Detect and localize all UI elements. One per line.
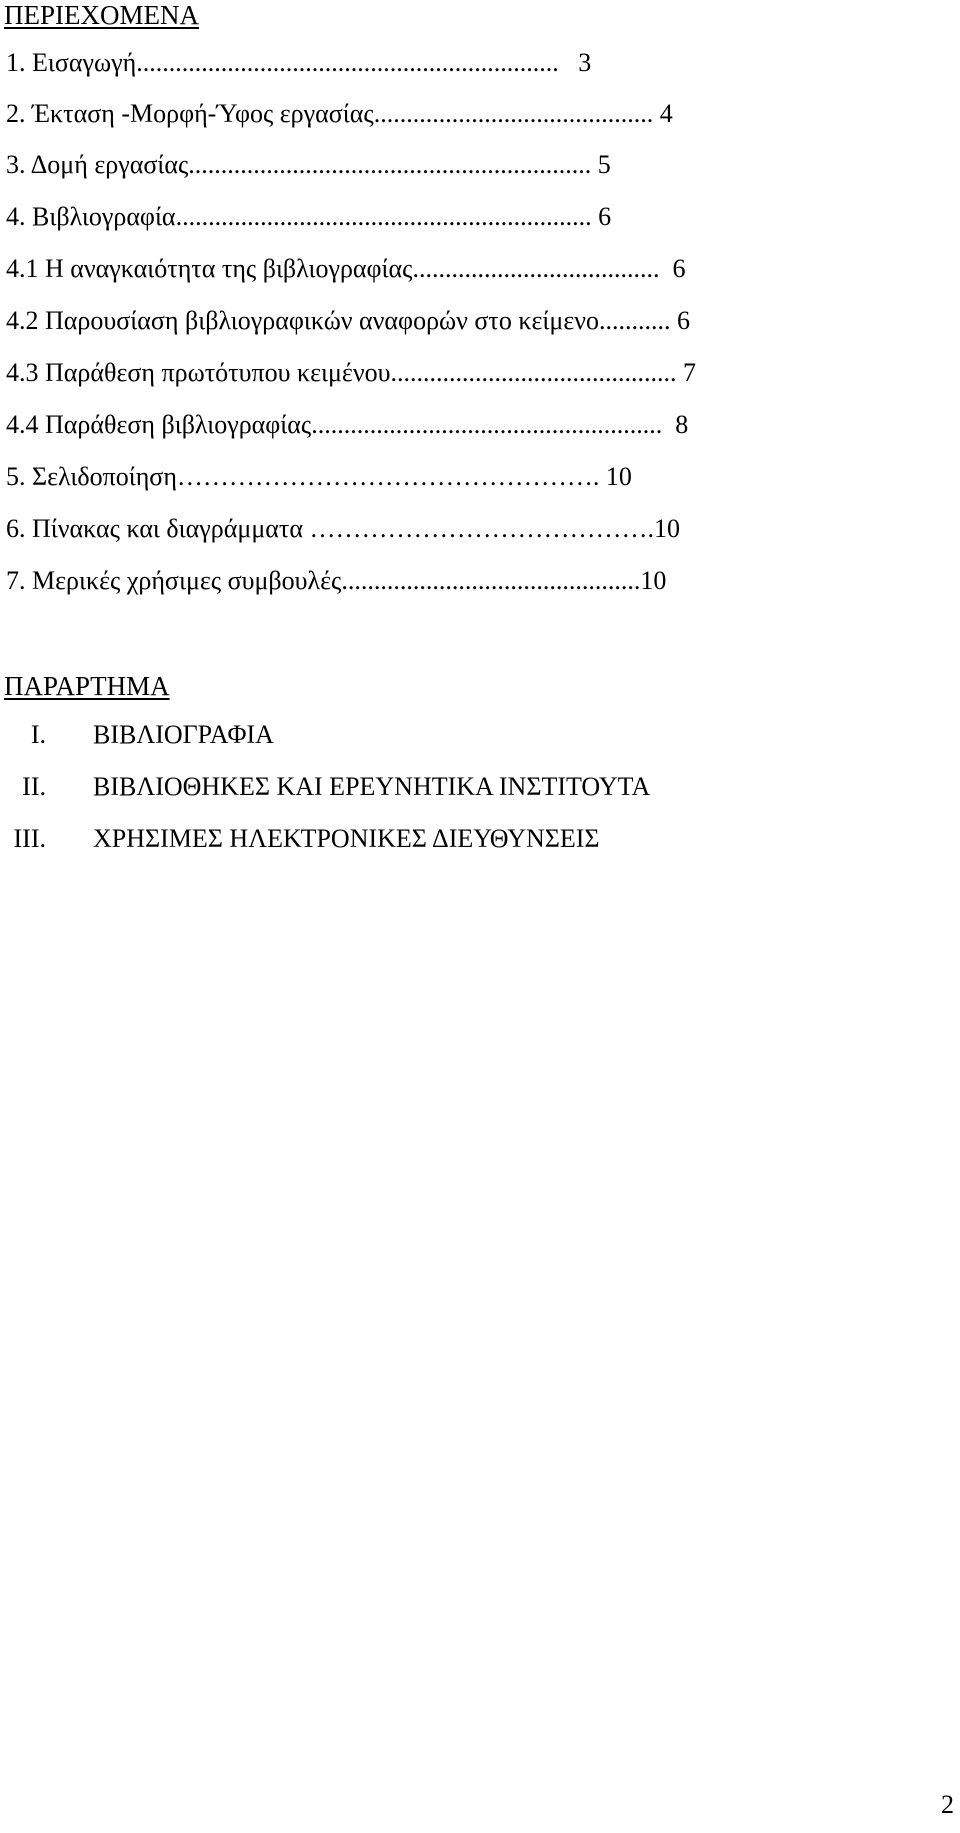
toc-entry-leader: ............................................. xyxy=(341,566,634,595)
toc-entry-page: . 10 xyxy=(592,462,632,491)
appendix-item xyxy=(0,718,960,752)
toc-entry-leader: ………………………………………… xyxy=(176,462,593,491)
toc-entry-leader: .......................................... xyxy=(373,99,647,128)
toc-entry-label: 4.4 Παράθεση βιβλιογραφίας xyxy=(6,410,312,439)
toc-entry-leader: ………………………………… xyxy=(302,514,648,543)
toc-entry-page: . 6 xyxy=(652,254,686,283)
toc-entry-leader: ........................................... xyxy=(390,358,670,387)
toc-entry-label: 3. Δομή εργασίας xyxy=(6,150,189,179)
toc-entry xyxy=(6,356,696,390)
appendix-item xyxy=(0,770,960,804)
toc-entry-label: 7. Μερικές χρήσιμες συμβουλές xyxy=(6,566,342,595)
appendix-item-number: I. xyxy=(30,720,46,749)
toc-entry-page: . 4 xyxy=(646,99,673,128)
toc-entry-page: . 7 xyxy=(669,358,696,387)
toc-entry-label: 6. Πίνακας και διαγράμματα xyxy=(6,514,303,543)
toc-entry-page: .10 xyxy=(647,514,680,543)
toc-entry xyxy=(6,564,666,598)
toc-entry-page: . 6 xyxy=(585,202,612,231)
toc-entry xyxy=(6,460,632,494)
toc-entry-label: 1. Εισαγωγή xyxy=(6,48,137,77)
toc-entry xyxy=(6,148,611,182)
toc-entry xyxy=(6,200,611,234)
toc-entry-leader: ..................................... xyxy=(412,254,653,283)
appendix-item-title: ΧΡΗΣΙΜΕΣ ΗΛΕΚΤΡΟΝΙΚΕΣ ΔΙΕΥΘΥΝΣΕΙΣ xyxy=(93,824,600,853)
toc-entry-label: 4. Βιβλιογραφία xyxy=(6,202,176,231)
appendix-item-title: ΒΙΒΛΙΟΓΡΑΦΙΑ xyxy=(93,720,274,749)
toc-entry-label: 4.1 Η αναγκαιότητα της βιβλιογραφίας xyxy=(6,254,413,283)
appendix-item xyxy=(0,822,960,856)
toc-entry-leader: ............................................................. xyxy=(188,150,585,179)
toc-entry-leader: ............................................................... xyxy=(175,202,586,231)
toc-entry-page: . 5 xyxy=(584,150,611,179)
appendix-heading: ΠΑΡΑΡΤΗΜΑ xyxy=(4,671,170,701)
toc-entry xyxy=(6,408,688,442)
toc-entry xyxy=(6,512,680,546)
page-number: 2 xyxy=(941,1790,954,1819)
toc-entry-page: 3 xyxy=(558,48,592,77)
toc-entry xyxy=(6,97,673,131)
toc-entry-label: 4.2 Παρουσίαση βιβλιογραφικών αναφορών στο κείμενο xyxy=(6,306,599,335)
toc-entry xyxy=(6,46,591,80)
toc-entry-leader: ................................................................. xyxy=(136,48,559,77)
toc-entry-page: .10 xyxy=(633,566,667,595)
toc-entry-label: 4.3 Παράθεση πρωτότυπου κειμένου xyxy=(6,358,391,387)
toc-entry-page: . 8 xyxy=(655,410,689,439)
toc-entry-leader: .......... xyxy=(599,306,664,335)
toc-entry-label: 5. Σελιδοποίηση xyxy=(6,462,177,491)
appendix-item-number: III. xyxy=(13,824,46,853)
toc-entry xyxy=(6,304,690,338)
toc-entry xyxy=(6,252,685,286)
toc-entry-label: 2. Έκταση -Μορφή-Ύφος εργασίας xyxy=(6,99,374,128)
toc-entry-leader: ..................................................... xyxy=(311,410,656,439)
toc-entry-page: . 6 xyxy=(664,306,690,335)
toc-heading: ΠΕΡΙΕΧΟΜΕΝΑ xyxy=(4,0,199,30)
appendix-item-title: ΒΙΒΛΙΟΘΗΚΕΣ ΚΑΙ ΕΡΕΥΝΗΤΙΚΑ ΙΝΣΤΙΤΟΥΤΑ xyxy=(93,772,651,801)
appendix-item-number: II. xyxy=(22,772,46,801)
